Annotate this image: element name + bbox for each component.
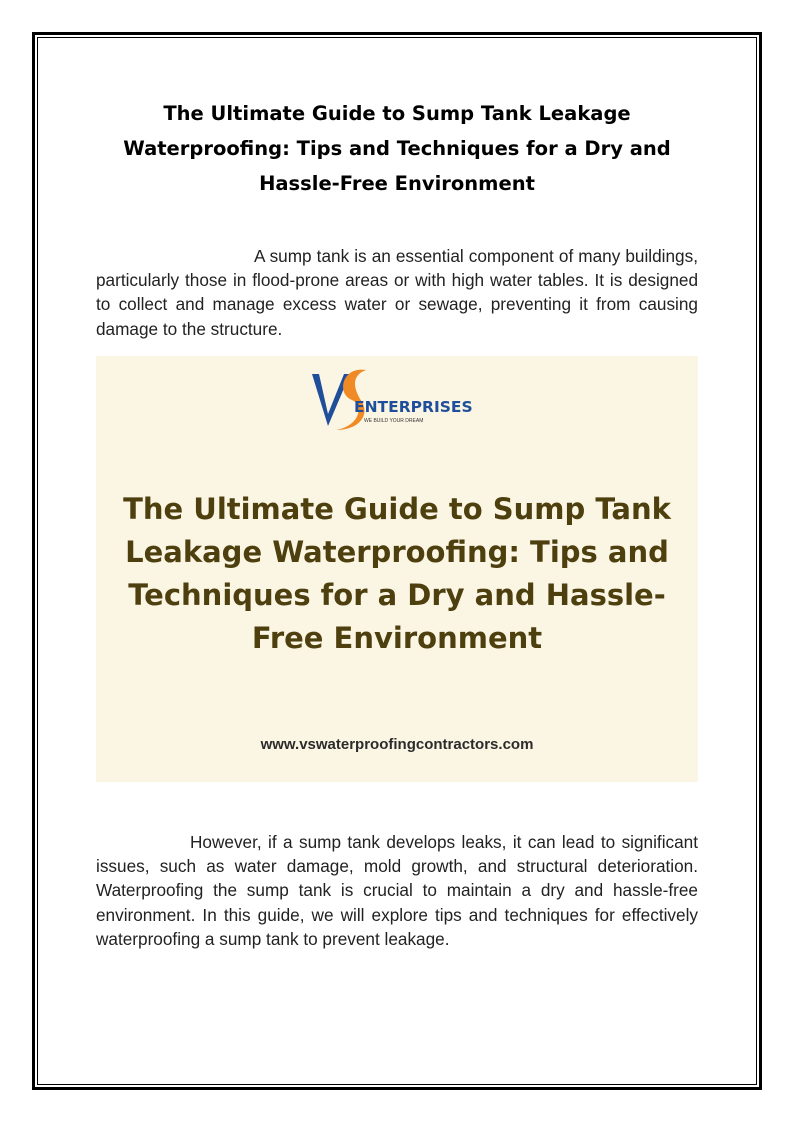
banner-title: The Ultimate Guide to Sump Tank Leakage Waterproofing: Tips and Techniques for a Dry and Hassle-Free Environment: [123, 492, 671, 655]
document-title: The Ultimate Guide to Sump Tank Leakage Waterproofing: Tips and Techniques for a Dry and Hassle-Free Environment: [123, 102, 671, 195]
banner-image: [96, 356, 698, 782]
banner-url: www.vswaterproofingcontractors.com: [260, 736, 534, 753]
company-logo: [306, 364, 473, 438]
body-paragraph: However, if a sump tank develops leaks, it can lead to significant issues, such as water damage, mold growth, and structural deterioration. Waterproofing the sump tank is crucial to maintain a dry and hassle-free environment. In this guide, we will explore tips and techniques for effectively waterproofing a sump tank to prevent leakage.: [96, 832, 698, 949]
logo-tagline: WE BUILD YOUR DREAM: [364, 418, 424, 424]
intro-paragraph: A sump tank is an essential component of many buildings, particularly those in flood-prone areas or with high water tables. It is designed to collect and manage excess water or sewage, preventing it from causing damage to the structure.: [96, 246, 698, 339]
logo-text: ENTERPRISES: [354, 398, 473, 416]
